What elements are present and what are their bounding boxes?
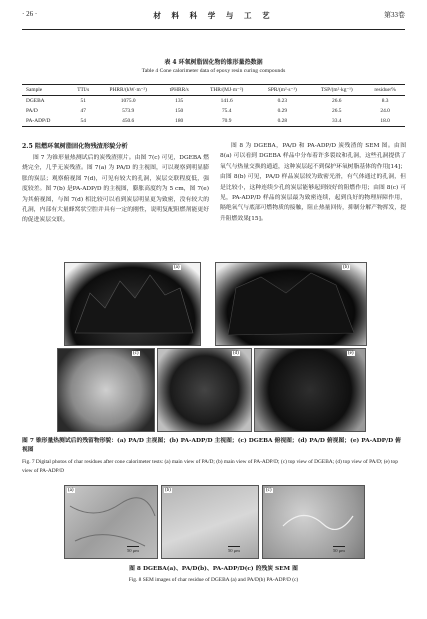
- page-number: · 26 ·: [22, 10, 38, 18]
- page-header: [0, 8, 427, 26]
- volume-label: 第33卷: [384, 11, 405, 19]
- column-header: TSP/(m²·kg⁻¹): [308, 85, 365, 96]
- table-cell: 24.0: [380, 108, 390, 114]
- column-header: residue/%: [365, 85, 405, 96]
- table-cell: 0.23: [277, 98, 288, 104]
- sem-texture: [65, 486, 157, 558]
- table-cell: 450.6: [95, 116, 161, 127]
- scale-bar: 50 μm: [127, 548, 139, 553]
- table-cell: 18.0: [365, 116, 405, 127]
- body-paragraph-right: 图 8 为 DGEBA，PA/D 和 PA-ADP/D 炭残渣的 SEM 图。由图 8(a) 可以看到 DGEBA 样品中分布着许多裂纹和孔洞，这些孔洞提供了氧气与热量交换的通道，这种炭层起不到保护环氧树脂基体的作用[14]；由图 8(b) 可见，PA/D 样品炭层较为致密光滑，有气体通过的孔洞，但是比较小，这种连续少孔的炭层能够起到较好的阻燃作用；由图 8(c) 可见，PA-ADP/D 样品的炭层最为致密连续，起到良好的物理屏障作用，隔绝氧气与底部可燃物质的接触，阻止热量回传，抑制分解产物挥发，提升阻燃效果[15]。: [220, 143, 406, 222]
- sem-image-dgeba: [64, 485, 158, 559]
- table-cell: 150: [175, 108, 184, 114]
- table-cell: 33.4: [308, 116, 365, 127]
- table-cell: 135: [175, 98, 184, 104]
- table-cell: 26.6: [332, 98, 342, 104]
- sem-image-pa-d: [161, 485, 259, 559]
- char-photo-pa-adp-d-top: [254, 348, 366, 432]
- table-cell: 0.29: [277, 108, 288, 114]
- char-photo-pa-d-main: [64, 262, 201, 346]
- table-cell: 51: [80, 98, 86, 104]
- figure7-caption-cn: 图 7 锥形量热测试后的残留物形貌：(a) PA/D 主视图；(b) PA-ADP/D 主视图；(c) DGEBA 俯视图；(d) PA/D 俯视图；(e) PA-ADP/D 俯视图: [22, 438, 401, 453]
- table-header-row: [22, 85, 405, 96]
- figure-label: (e): [348, 351, 354, 356]
- figure-label: (a): [68, 488, 74, 493]
- table-cell: DGEBA: [26, 98, 45, 104]
- char-photo-pa-adp-d-main: [215, 262, 367, 346]
- sem-image-pa-adp-d: [262, 485, 365, 559]
- column-header: SPR/(m²·s⁻¹): [256, 85, 308, 96]
- scale-bar: 50 μm: [333, 548, 345, 553]
- table-cell: 0.28: [256, 116, 308, 127]
- char-photo-pa-d-top: [157, 348, 252, 432]
- table-cell: 573.9: [122, 108, 135, 114]
- table-row: [22, 116, 405, 127]
- table-caption-cn: 表 4 环氧树脂固化物的锥形量热数据: [164, 59, 263, 66]
- figure7-caption-en: Fig. 7 Digital photos of char residues after cone calorimeter tests: (a) main view of PA/D; (b) main view of PA-ADP/D; (c) top view of DGEBA; (d) top view of PA/D; (e) top view of PA-ADP/D: [22, 459, 398, 474]
- table-row: [22, 96, 405, 107]
- table-caption-en: Table 4 Cone calorimeter data of epoxy resin curing compounds: [141, 68, 286, 74]
- sem-texture: [263, 486, 364, 558]
- table-cell: 180: [161, 116, 197, 127]
- table-cell: 75.4: [221, 108, 232, 114]
- table-cell: 54: [71, 116, 95, 127]
- column-header: TTI/s: [71, 85, 95, 96]
- table-cell: PA-ADP/D: [22, 116, 71, 127]
- figure-label: (c): [266, 488, 272, 493]
- table-row: [22, 106, 405, 116]
- char-residue-image: [65, 263, 200, 345]
- figure-label: (b): [343, 265, 349, 270]
- figure-label: (a): [174, 265, 180, 270]
- column-header: tPHRR/s: [161, 85, 197, 96]
- journal-title: 材 料 科 学 与 工 艺: [153, 11, 274, 20]
- table-cell: 8.3: [381, 98, 389, 104]
- column-header: THR/(MJ·m⁻²): [197, 85, 256, 96]
- figure8-caption-cn: 图 8 DGEBA(a)、PA/D(b)、PA-ADP/D(c) 的残炭 SEM 图: [129, 566, 298, 572]
- table-cell: 70.9: [197, 116, 256, 127]
- body-paragraph-left: 图 7 为锥形量热测试后的炭残渣照片。由图 7(c) 可见，DGEBA 燃烧完全，几乎无炭残渣。图 7(a) 为 PA/D 的主视图，可以观察到明显膨胀的炭层；观察俯视图 7(d)，可见有较大的孔洞，炭层交联程度低，强度较差。图 7(b) 是PA-ADP/D 的主视图，膨胀高度约为 5 cm，图 7(e) 为其俯视图，与图 7(d) 相比较可以看到炭层明显更为致密，没有较大的孔洞，内部有大量蜂窝状空腔并具有一定的刚性，说明复配阻燃剂能更好的促进炭层交联。: [22, 155, 209, 224]
- column-header: PHRR/(kW·m⁻²): [95, 85, 161, 96]
- table-cell: 26.5: [332, 108, 342, 114]
- scale-bar: 50 μm: [228, 548, 240, 553]
- char-residue-image: [216, 263, 366, 345]
- table-cell: 1075.0: [120, 98, 136, 104]
- table-cell: 47: [80, 108, 86, 114]
- table-cell: PA/D: [26, 108, 38, 114]
- figure-label: (c): [133, 351, 139, 356]
- column-header: Sample: [22, 85, 71, 96]
- table-cell: 141.6: [220, 98, 233, 104]
- figure-label: (d): [233, 351, 239, 356]
- header-rule: [22, 29, 405, 30]
- figure-label: (b): [165, 488, 171, 493]
- figure8-caption-en: Fig. 8 SEM images of char residue of DGEBA (a) and PA/D(b) PA-ADP/D (c): [128, 577, 299, 583]
- cone-calorimeter-table: [22, 84, 405, 127]
- section-heading: 2.5 阻燃环氧树脂固化物残渣形貌分析: [22, 143, 128, 150]
- char-photo-dgeba-top: [57, 348, 155, 432]
